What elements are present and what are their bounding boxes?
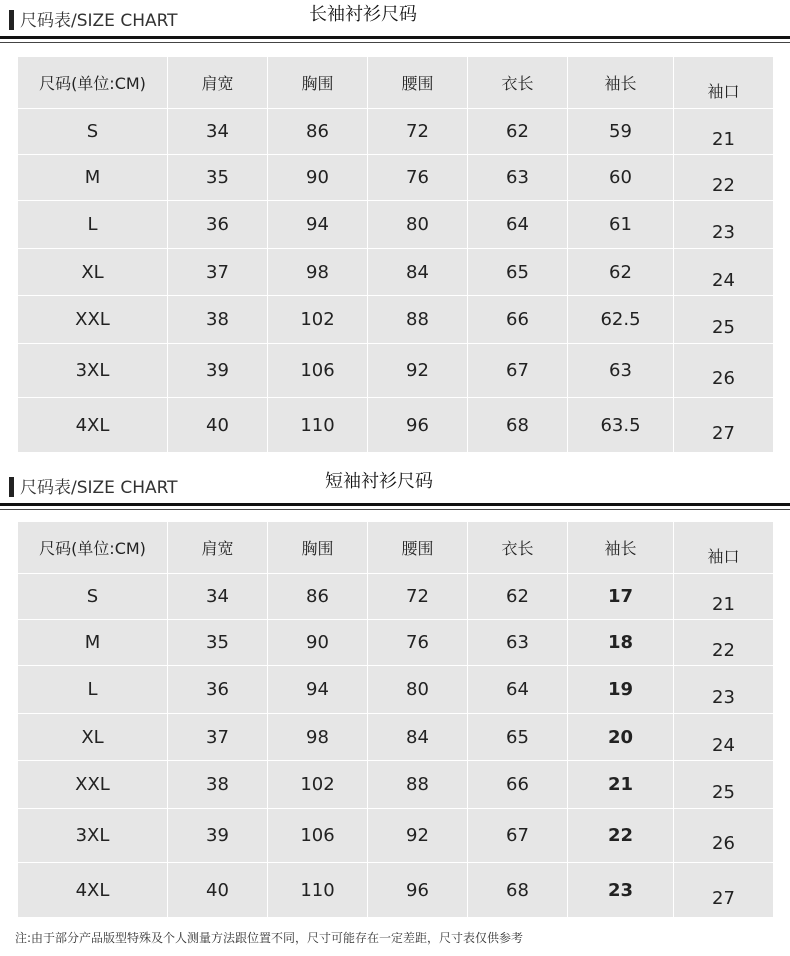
size-cell: XXL — [18, 761, 168, 809]
size-cell: 4XL — [18, 398, 168, 453]
table-cell: 94 — [268, 666, 368, 714]
table-cell: 106 — [268, 344, 368, 398]
table-cell: 62.5 — [568, 296, 674, 344]
table-cell: 17 — [568, 574, 674, 620]
table-cell: 90 — [268, 155, 368, 201]
table-cell: 38 — [168, 761, 268, 809]
table-cell: 22 — [674, 155, 774, 201]
table-cell: 88 — [368, 296, 468, 344]
table-cell: 72 — [368, 574, 468, 620]
table-cell: 60 — [568, 155, 674, 201]
table-cell: 63 — [568, 344, 674, 398]
size-cell: S — [18, 109, 168, 155]
table-row — [18, 249, 774, 296]
table-cell: 67 — [468, 344, 568, 398]
size-cell: 3XL — [18, 344, 168, 398]
size-cell: L — [18, 201, 168, 249]
size-cell: XXL — [18, 296, 168, 344]
table-cell: 92 — [368, 344, 468, 398]
header-cell: 胸围 — [268, 57, 368, 109]
table-cell: 86 — [268, 109, 368, 155]
size-cell: XL — [18, 249, 168, 296]
header-cell: 腰围 — [368, 57, 468, 109]
table-cell: 63 — [468, 155, 568, 201]
table-cell: 67 — [468, 809, 568, 863]
size-chart-label: 尺码表/SIZE CHART — [20, 11, 178, 31]
table-cell: 24 — [674, 249, 774, 296]
table-cell: 34 — [168, 109, 268, 155]
header-cell: 肩宽 — [168, 522, 268, 574]
table-cell: 62 — [468, 574, 568, 620]
table-cell: 96 — [368, 398, 468, 453]
table-cell: 40 — [168, 398, 268, 453]
section-header-long-sleeve — [0, 0, 790, 34]
table-cell: 68 — [468, 398, 568, 453]
table-cell: 21 — [568, 761, 674, 809]
header-cell: 衣长 — [468, 522, 568, 574]
size-cell: XL — [18, 714, 168, 761]
table-row — [18, 344, 774, 398]
table-row — [18, 809, 774, 863]
size-cell: S — [18, 574, 168, 620]
header-rule-thin — [0, 509, 790, 510]
chart-title: 长袖衬衫尺码 — [309, 4, 417, 25]
table-cell: 27 — [674, 398, 774, 453]
header-cell: 尺码(单位:CM) — [18, 57, 168, 109]
table-cell: 64 — [468, 201, 568, 249]
table-cell: 62 — [468, 109, 568, 155]
table-cell: 26 — [674, 809, 774, 863]
table-cell: 39 — [168, 344, 268, 398]
table-row — [18, 666, 774, 714]
table-cell: 102 — [268, 761, 368, 809]
table-cell: 76 — [368, 155, 468, 201]
table-cell: 35 — [168, 155, 268, 201]
size-cell: 3XL — [18, 809, 168, 863]
table-cell: 96 — [368, 863, 468, 918]
table-row — [18, 296, 774, 344]
table-cell: 37 — [168, 714, 268, 761]
table-cell: 23 — [568, 863, 674, 918]
table-cell: 68 — [468, 863, 568, 918]
table-cell: 35 — [168, 620, 268, 666]
table-cell: 59 — [568, 109, 674, 155]
table-cell: 63 — [468, 620, 568, 666]
size-chart-label: 尺码表/SIZE CHART — [20, 478, 178, 498]
table-cell: 65 — [468, 714, 568, 761]
header-cell: 袖长 — [568, 57, 674, 109]
table-cell: 36 — [168, 666, 268, 714]
table-row — [18, 109, 774, 155]
header-marker — [9, 10, 14, 30]
table-cell: 23 — [674, 201, 774, 249]
table-cell: 106 — [268, 809, 368, 863]
header-cell: 袖口 — [674, 57, 774, 109]
header-cell: 尺码(单位:CM) — [18, 522, 168, 574]
table-cell: 66 — [468, 761, 568, 809]
table-cell: 22 — [568, 809, 674, 863]
size-table-long-sleeve — [17, 56, 774, 453]
table-cell: 62 — [568, 249, 674, 296]
table-cell: 38 — [168, 296, 268, 344]
table-cell: 110 — [268, 863, 368, 918]
size-cell: 4XL — [18, 863, 168, 918]
table-cell: 21 — [674, 574, 774, 620]
chart-title: 短袖衬衫尺码 — [325, 471, 433, 492]
table-cell: 21 — [674, 109, 774, 155]
table-cell: 65 — [468, 249, 568, 296]
table-cell: 76 — [368, 620, 468, 666]
disclaimer-note: 注:由于部分产品版型特殊及个人测量方法跟位置不同，尺寸可能存在一定差距，尺寸表仅供参考 — [15, 931, 524, 945]
header-rule — [0, 503, 790, 506]
table-cell: 20 — [568, 714, 674, 761]
table-cell: 94 — [268, 201, 368, 249]
table-cell: 27 — [674, 863, 774, 918]
table-cell: 102 — [268, 296, 368, 344]
size-table-short-sleeve — [17, 521, 774, 918]
size-cell: L — [18, 666, 168, 714]
table-cell: 37 — [168, 249, 268, 296]
table-cell: 40 — [168, 863, 268, 918]
header-rule — [0, 36, 790, 39]
table-cell: 34 — [168, 574, 268, 620]
table-row — [18, 201, 774, 249]
table-cell: 72 — [368, 109, 468, 155]
table-row — [18, 398, 774, 453]
size-cell: M — [18, 620, 168, 666]
table-cell: 24 — [674, 714, 774, 761]
table-row — [18, 620, 774, 666]
table-cell: 63.5 — [568, 398, 674, 453]
header-cell: 胸围 — [268, 522, 368, 574]
header-rule-thin — [0, 42, 790, 43]
table-cell: 98 — [268, 249, 368, 296]
table-row — [18, 574, 774, 620]
table-row — [18, 761, 774, 809]
table-cell: 26 — [674, 344, 774, 398]
table-cell: 36 — [168, 201, 268, 249]
table-cell: 23 — [674, 666, 774, 714]
table-cell: 86 — [268, 574, 368, 620]
table-cell: 18 — [568, 620, 674, 666]
table-cell: 66 — [468, 296, 568, 344]
table-cell: 88 — [368, 761, 468, 809]
table-cell: 64 — [468, 666, 568, 714]
table-header-row — [18, 57, 774, 109]
header-cell: 肩宽 — [168, 57, 268, 109]
table-cell: 98 — [268, 714, 368, 761]
size-cell: M — [18, 155, 168, 201]
header-marker — [9, 477, 14, 497]
table-cell: 22 — [674, 620, 774, 666]
table-cell: 19 — [568, 666, 674, 714]
table-cell: 25 — [674, 296, 774, 344]
header-cell: 袖长 — [568, 522, 674, 574]
header-cell: 腰围 — [368, 522, 468, 574]
table-cell: 39 — [168, 809, 268, 863]
table-cell: 90 — [268, 620, 368, 666]
section-header-short-sleeve — [0, 467, 790, 501]
table-row — [18, 863, 774, 918]
table-cell: 110 — [268, 398, 368, 453]
table-cell: 92 — [368, 809, 468, 863]
table-row — [18, 155, 774, 201]
table-cell: 84 — [368, 714, 468, 761]
header-cell: 衣长 — [468, 57, 568, 109]
table-header-row — [18, 522, 774, 574]
table-cell: 61 — [568, 201, 674, 249]
table-cell: 84 — [368, 249, 468, 296]
table-cell: 25 — [674, 761, 774, 809]
table-cell: 80 — [368, 666, 468, 714]
table-cell: 80 — [368, 201, 468, 249]
table-row — [18, 714, 774, 761]
header-cell: 袖口 — [674, 522, 774, 574]
